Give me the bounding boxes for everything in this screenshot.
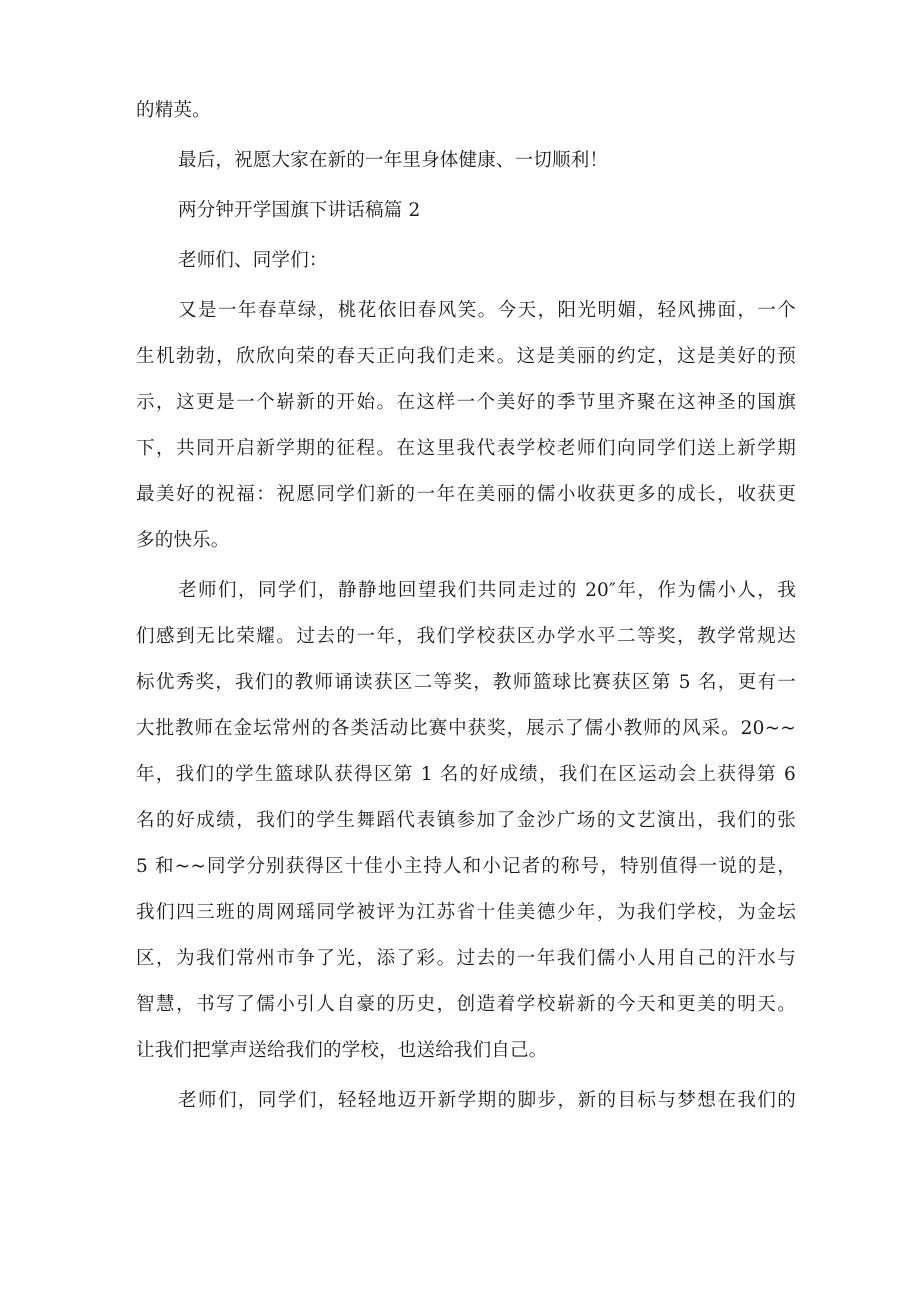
- text-line: 大批教师在金坛常州的各类活动比赛中获奖，展示了儒小教师的风采。20~~: [136, 718, 796, 739]
- text-line: 下，共同开启新学期的征程。在这里我代表学校老师们向同学们送上新学期: [136, 438, 796, 459]
- text-line: 生机勃勃，欣欣向荣的春天正向我们走来。这是美丽的约定，这是美好的预: [136, 346, 796, 367]
- text-line: 我们四三班的周网瑶同学被评为江苏省十佳美德少年，为我们学校，为金坛: [136, 902, 796, 923]
- text-line: 智慧，书写了儒小引人自豪的历史，创造着学校崭新的今天和更美的明天。: [136, 994, 796, 1015]
- text-line: 们感到无比荣耀。过去的一年，我们学校获区办学水平二等奖，教学常规达: [136, 626, 796, 647]
- text-line: 多的快乐。: [136, 530, 230, 551]
- text-line: 名的好成绩，我们的学生舞蹈代表镇参加了金沙广场的文艺演出，我们的张: [136, 810, 796, 831]
- text-line: 两分钟开学国旗下讲话稿篇 2: [178, 200, 421, 221]
- text-line: 最后，祝愿大家在新的一年里身体健康、一切顺利！: [178, 150, 609, 171]
- text-line: 标优秀奖，我们的教师诵读获区二等奖，教师篮球比赛获区第 5 名，更有一: [136, 672, 796, 693]
- text-line: 年，我们的学生篮球队获得区第 1 名的好成绩，我们在区运动会上获得第 6: [136, 764, 796, 785]
- text-line: 5 和~~同学分别获得区十佳小主持人和小记者的称号，特别值得一说的是，: [136, 856, 796, 877]
- text-line: 区，为我们常州市争了光，添了彩。过去的一年我们儒小人用自己的汗水与: [136, 948, 796, 969]
- text-line: 又是一年春草绿，桃花依旧春风笑。今天，阳光明媚，轻风拂面，一个: [178, 300, 796, 321]
- text-line: 最美好的祝福：祝愿同学们新的一年在美丽的儒小收获更多的成长，收获更: [136, 484, 796, 505]
- text-line: 让我们把掌声送给我们的学校，也送给我们自己。: [136, 1040, 548, 1061]
- text-line: 老师们、同学们：: [178, 250, 328, 271]
- text-line: 老师们，同学们，轻轻地迈开新学期的脚步，新的目标与梦想在我们的: [178, 1090, 796, 1111]
- text-line: 的精英。: [136, 100, 211, 121]
- text-line: 示，这更是一个崭新的开始。在这样一个美好的季节里齐聚在这神圣的国旗: [136, 392, 796, 413]
- document-body: [136, 88, 796, 1124]
- text-line: 老师们，同学们，静静地回望我们共同走过的 20″年，作为儒小人，我: [178, 580, 796, 601]
